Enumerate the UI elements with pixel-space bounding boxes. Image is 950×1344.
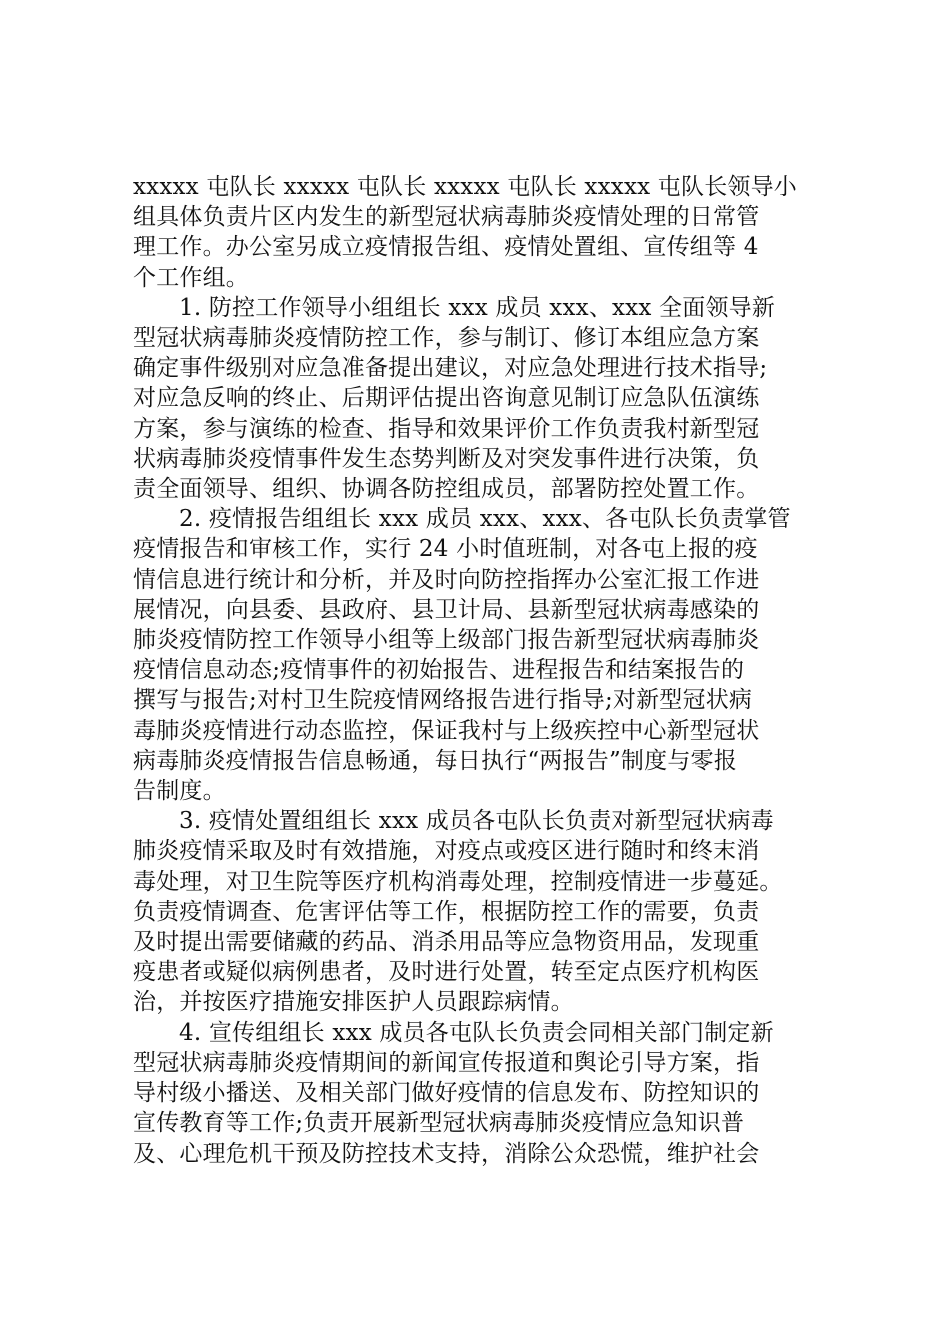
text-line: 情信息进行统计和分析，并及时向防控指挥办公室汇报工作进 — [133, 566, 760, 593]
text-line: 毒处理，对卫生院等医疗机构消毒处理，控制疫情进一步蔓延。 — [133, 868, 783, 895]
text-line: 撰写与报告;对村卫生院疫情网络报告进行指导;对新型冠状病 — [133, 687, 753, 714]
text-line: 展情况，向县委、县政府、县卫计局、县新型冠状病毒感染的 — [133, 596, 760, 623]
text-line: 宣传教育等工作;负责开展新型冠状病毒肺炎疫情应急知识普 — [133, 1110, 745, 1137]
paragraph-disposal-group — [133, 806, 823, 1017]
text-line: 疫情信息动态;疫情事件的初始报告、进程报告和结案报告的 — [133, 657, 745, 684]
text-line: 疫情报告和审核工作，实行 24 小时值班制，对各屯上报的疫 — [133, 536, 758, 563]
text-line: 告制度。 — [133, 778, 226, 805]
text-line: 2. 疫情报告组组长 xxx 成员 xxx、xxx、各屯队长负责掌管 — [179, 506, 791, 533]
text-line: 组具体负责片区内发生的新型冠状病毒肺炎疫情处理的日常管 — [133, 204, 760, 231]
paragraph-intro — [133, 172, 823, 293]
text-line: 导村级小播送、及相关部门做好疫情的信息发布、防控知识的 — [133, 1080, 760, 1107]
text-line: 3. 疫情处置组组长 xxx 成员各屯队长负责对新型冠状病毒 — [179, 808, 774, 835]
text-line: 对应急反响的终止、后期评估提出咨询意见制订应急队伍演练 — [133, 385, 760, 412]
text-line: 及时提出需要储藏的药品、消杀用品等应急物资用品，发现重 — [133, 929, 760, 956]
text-line: 负责疫情调查、危害评估等工作，根据防控工作的需要，负责 — [133, 898, 760, 925]
paragraph-publicity-group — [133, 1018, 823, 1169]
text-line: 治，并按医疗措施安排医护人员跟踪病情。 — [133, 989, 574, 1016]
text-line: 及、心理危机干预及防控技术支持，消除公众恐慌，维护社会 — [133, 1140, 760, 1167]
text-line: 毒肺炎疫情进行动态监控，保证我村与上级疾控中心新型冠状 — [133, 717, 760, 744]
text-line: 个工作组。 — [133, 264, 249, 291]
text-line: 方案，参与演练的检查、指导和效果评价工作负责我村新型冠 — [133, 415, 760, 442]
text-line: 1. 防控工作领导小组组长 xxx 成员 xxx、xxx 全面领导新 — [179, 294, 776, 321]
text-line: 疫患者或疑似病例患者，及时进行处置，转至定点医疗机构医 — [133, 959, 760, 986]
text-line: 型冠状病毒肺炎疫情期间的新闻宣传报道和舆论引导方案，指 — [133, 1049, 760, 1076]
paragraph-leadership-group — [133, 293, 823, 504]
text-line: 肺炎疫情防控工作领导小组等上级部门报告新型冠状病毒肺炎 — [133, 627, 760, 654]
paragraph-report-group — [133, 504, 823, 806]
text-line: 确定事件级别对应急准备提出建议，对应急处理进行技术指导; — [133, 355, 768, 382]
text-line: 理工作。办公室另成立疫情报告组、疫情处置组、宣传组等 4 — [133, 234, 759, 261]
text-line: 型冠状病毒肺炎疫情防控工作，参与制订、修订本组应急方案 — [133, 325, 760, 352]
text-line: 病毒肺炎疫情报告信息畅通，每日执行“两报告”制度与零报 — [133, 747, 737, 774]
text-line: xxxxx 屯队长 xxxxx 屯队长 xxxxx 屯队长 xxxxx 屯队长领导小 — [133, 174, 798, 200]
text-line: 4. 宣传组组长 xxx 成员各屯队长负责会同相关部门制定新 — [179, 1019, 774, 1046]
document-body — [133, 172, 823, 1169]
text-line: 责全面领导、组织、协调各防控组成员，部署防控处置工作。 — [133, 476, 760, 503]
text-line: 状病毒肺炎疫情事件发生态势判断及对突发事件进行决策，负 — [133, 445, 760, 472]
text-line: 肺炎疫情采取及时有效措施，对疫点或疫区进行随时和终末消 — [133, 838, 760, 865]
